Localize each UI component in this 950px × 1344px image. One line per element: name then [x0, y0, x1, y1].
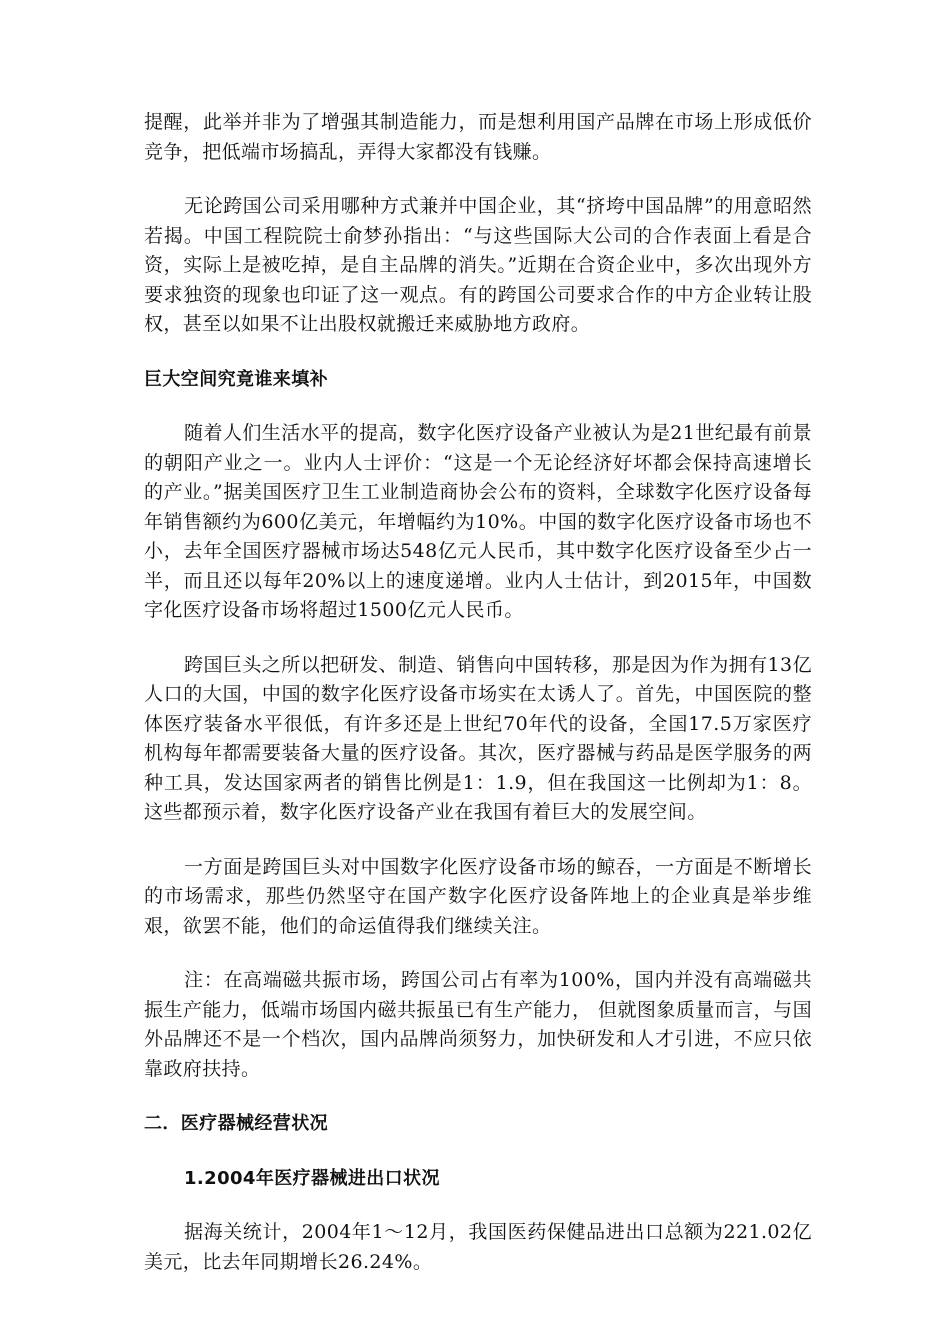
note-paragraph: 注：在高端磁共振市场，跨国公司占有率为100%，国内并没有高端磁共振生产能力，低端市场国内磁共振虽已有生产能力， 但就图象质量而言，与国外品牌还不是一个档次，国内品牌尚须努力，加快研发和人才引进，不应只依靠政府扶持。 — [144, 969, 812, 1080]
subsection-heading: 1.2004年医疗器械进出口状况 — [184, 1167, 440, 1189]
paragraph: 随着人们生活水平的提高，数字化医疗设备产业被认为是21世纪最有前景的朝阳产业之一。业内人士评价：“这是一个无论经济好坏都会保持高速增长的产业。”据美国医疗卫生工业制造商协会公布的资料，全球数字化医疗设备每年销售额约为600亿美元，年增幅约为10%。中国的数字化医疗设备市场也不小，去年全国医疗器械市场达548亿元人民币，其中数字化医疗设备至少占一半，而且还以每年20%以上的速度递增。业内人士估计，到2015年，中国数字化医疗设备市场将超过1500亿元人民币。 — [144, 422, 812, 621]
document-body — [144, 108, 812, 1302]
paragraph: 提醒，此举并非为了增强其制造能力，而是想利用国产品牌在市场上形成低价竞争，把低端市场搞乱，弄得大家都没有钱赚。 — [144, 111, 812, 163]
section-heading: 巨大空间究竟谁来填补 — [144, 368, 328, 390]
paragraph: 一方面是跨国巨头对中国数字化医疗设备市场的鲸吞，一方面是不断增长的市场需求，那些仍然坚守在国产数字化医疗设备阵地上的企业真是举步维艰，欲罢不能，他们的命运值得我们继续关注。 — [144, 855, 812, 937]
paragraph: 据海关统计，2004年1～12月，我国医药保健品进出口总额为221.02亿美元，比去年同期增长26.24%。 — [144, 1221, 812, 1273]
paragraph: 无论跨国公司采用哪种方式兼并中国企业，其“挤垮中国品牌”的用意昭然若揭。中国工程院院士俞梦孙指出：“与这些国际大公司的合作表面上看是合资，实际上是被吃掉，是自主品牌的消失。”近期在合资企业中，多次出现外方要求独资的现象也印证了这一观点。有的跨国公司要求合作的中方企业转让股权，甚至以如果不让出股权就搬迁来威胁地方政府。 — [144, 195, 812, 335]
paragraph: 跨国巨头之所以把研发、制造、销售向中国转移，那是因为作为拥有13亿人口的大国，中国的数字化医疗设备市场实在太诱人了。首先，中国医院的整体医疗装备水平很低，有许多还是上世纪70年代的设备，全国17.5万家医疗机构每年都需要装备大量的医疗设备。其次，医疗器械与药品是医学服务的两种工具，发达国家两者的销售比例是1：1.9，但在我国这一比例却为1：8。这些都预示着，数字化医疗设备产业在我国有着巨大的发展空间。 — [144, 653, 812, 823]
section-heading: 二．医疗器械经营状况 — [144, 1113, 328, 1134]
